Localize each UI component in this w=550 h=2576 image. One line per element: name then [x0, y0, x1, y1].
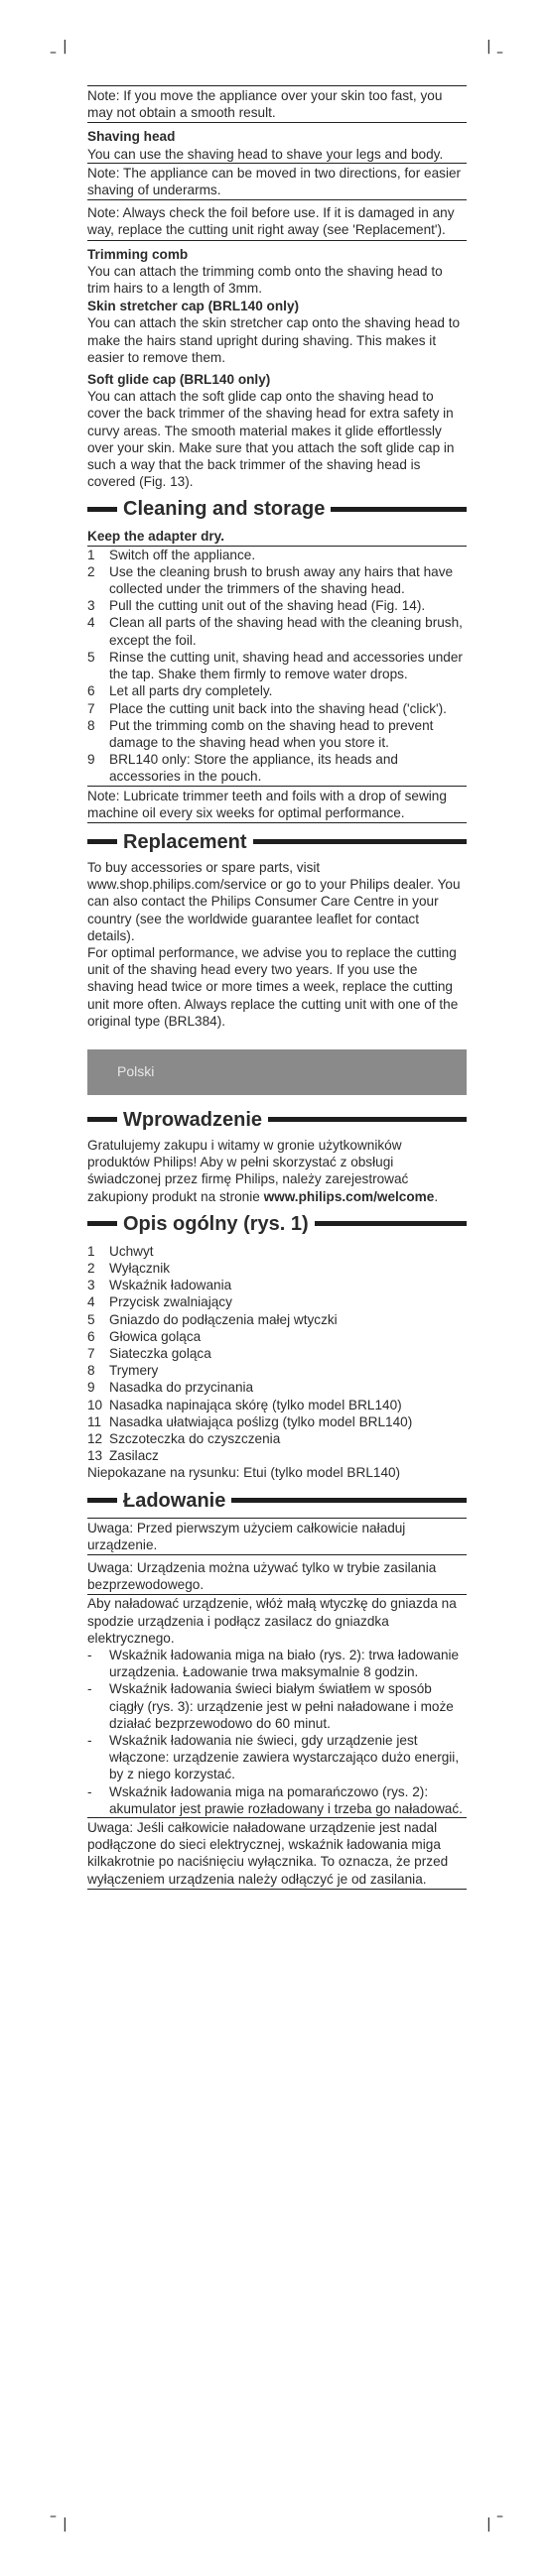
- part-item: [87, 1328, 467, 1345]
- charge-indicator-list: [87, 1647, 467, 1817]
- general-heading: [87, 1211, 467, 1237]
- document-column: [87, 85, 467, 1890]
- list-number: 6: [87, 1328, 95, 1344]
- list-text: Wskaźnik ładowania nie świeci, gdy urządzenie jest włączone: urządzenie zawiera wystarczająco dużo energii, by z niego korzystać.: [109, 1733, 460, 1782]
- part-item: [87, 1345, 467, 1362]
- not-shown-text: Niepokazane na rysunku: Etui (tylko model BRL140): [87, 1465, 401, 1481]
- list-number: 4: [87, 615, 95, 631]
- list-text: Pull the cutting unit out of the shaving head (Fig. 14).: [109, 598, 426, 614]
- list-text: Zasilacz: [109, 1448, 159, 1464]
- part-item: [87, 1379, 467, 1396]
- note-foil: Note: Always check the foil before use. If it is damaged in any way, replace the cutting unit right away (see 'Replacement').: [87, 203, 467, 240]
- part-item: [87, 1362, 467, 1379]
- cleaning-step: [87, 682, 467, 699]
- list-text: Clean all parts of the shaving head with the cleaning brush, except the foil.: [109, 615, 463, 648]
- language-section-bar: [87, 1049, 467, 1095]
- crop-mark-top-left-v: |: [63, 39, 68, 55]
- list-text: Głowica goląca: [109, 1328, 202, 1344]
- list-text: Wskaźnik ładowania: [109, 1278, 232, 1293]
- note-directions: Note: The appliance can be moved in two directions, for easier shaving of underarms.: [87, 163, 467, 200]
- welcome-link[interactable]: www.philips.com/welcome: [263, 1188, 435, 1204]
- list-number: 3: [87, 1278, 95, 1293]
- list-number: 2: [87, 1260, 95, 1276]
- crop-mark-top-right: –: [496, 45, 503, 61]
- dash-bullet: -: [87, 1681, 92, 1697]
- list-number: 4: [87, 1294, 95, 1310]
- part-item: [87, 1430, 467, 1447]
- note-lubricate: Note: Lubricate trimmer teeth and foils with a drop of sewing machine oil every six weeks for optimal performance.: [87, 786, 467, 823]
- intro-text-block: [87, 1137, 467, 1205]
- heading-bar-left: [87, 1117, 117, 1122]
- cleaning-steps-list: [87, 547, 467, 786]
- dash-bullet: -: [87, 1733, 92, 1749]
- list-text: Wskaźnik ładowania miga na pomarańczowo (rys. 2): akumulator jest prawie rozładowany i trzeba go naładować.: [109, 1783, 463, 1816]
- list-text: BRL140 only: Store the appliance, its heads and accessories in the pouch.: [109, 752, 398, 785]
- cleaning-step: [87, 597, 467, 614]
- charge-instructions: Aby naładować urządzenie, włóż małą wtyczkę do gniazda na spodzie urządzenia i podłącz zasilacz do gniazdka elektrycznego.: [87, 1596, 457, 1646]
- list-number: 12: [87, 1431, 103, 1446]
- heading-bar-left: [87, 507, 117, 512]
- general-title: Opis ogólny (rys. 1): [123, 1212, 309, 1235]
- list-number: 10: [87, 1397, 103, 1412]
- part-item: [87, 1277, 467, 1293]
- list-text: Gniazdo do podłączenia małej wtyczki: [109, 1311, 338, 1327]
- warn-final: Uwaga: Jeśli całkowicie naładowane urządzenie jest nadal podłączone do sieci elektrycznej, wskaźnik ładowania miga kilkakrotnie po naciśnięciu wyłącznika. To oznacza, że przed wyłączeniem urządzenia należy odłączyć je od zasilania.: [87, 1817, 467, 1890]
- parts-list: [87, 1243, 467, 1465]
- list-number: 1: [87, 547, 95, 562]
- intro-heading: [87, 1107, 467, 1133]
- list-number: 13: [87, 1448, 103, 1464]
- charging-title: Ładowanie: [123, 1489, 226, 1512]
- part-item: [87, 1397, 467, 1413]
- part-item: [87, 1243, 467, 1260]
- list-number: 6: [87, 683, 95, 699]
- cleaning-heading: [87, 496, 467, 522]
- list-number: 3: [87, 598, 95, 614]
- heading-bar-left: [87, 1498, 117, 1503]
- shaving-head-text: You can use the shaving head to shave your legs and body.: [87, 146, 444, 162]
- cleaning-title: Cleaning and storage: [123, 498, 326, 521]
- shaving-head-title: Shaving head: [87, 129, 176, 145]
- list-text: Let all parts dry completely.: [109, 683, 273, 699]
- list-text: Rinse the cutting unit, shaving head and accessories under the tap. Shake them firmly to remove water drops.: [109, 649, 463, 682]
- list-text: Nasadka ułatwiająca poślizg (tylko model BRL140): [109, 1413, 413, 1429]
- crop-mark-top-right-v: |: [486, 39, 491, 55]
- list-number: 5: [87, 649, 95, 665]
- intro-text: Gratulujemy zakupu i witamy w gronie użytkowników produktów Philips! Aby w pełni skorzystać z obsługi świadczonej przez firmę Philips, należy zarejestrować zakupiony produkt na stronie: [87, 1137, 409, 1204]
- replacement-title: Replacement: [123, 830, 247, 853]
- note-move: Note: If you move the appliance over your skin too fast, you may not obtain a smooth result.: [87, 85, 467, 123]
- heading-bar-right: [331, 507, 467, 512]
- list-number: 9: [87, 1380, 95, 1396]
- crop-mark-bottom-left: –: [50, 2509, 57, 2524]
- crop-mark-bottom-right: –: [496, 2509, 503, 2524]
- cleaning-step: [87, 751, 467, 785]
- charging-heading: [87, 1488, 467, 1514]
- intro-end: .: [434, 1188, 439, 1204]
- heading-bar-right: [315, 1221, 467, 1226]
- list-number: 2: [87, 563, 95, 579]
- list-number: 8: [87, 1363, 95, 1379]
- charge-indicator-item: [87, 1783, 467, 1817]
- list-text: Nasadka napinająca skórę (tylko model BRL140): [109, 1397, 402, 1412]
- replacement-text: To buy accessories or spare parts, visit www.shop.philips.com/service or go to your Philips dealer. You can also contact the Philips Consumer Care Centre in your country (see the worldwide guarantee leaflet for contact details).: [87, 859, 461, 943]
- list-number: 11: [87, 1413, 102, 1429]
- dash-bullet: -: [87, 1783, 92, 1799]
- list-text: Wyłącznik: [109, 1260, 171, 1276]
- trimming-comb-title: Trimming comb: [87, 246, 189, 262]
- list-number: 7: [87, 700, 95, 716]
- list-number: 1: [87, 1243, 95, 1259]
- list-text: Use the cleaning brush to brush away any hairs that have collected under the trimmers of the shaving head.: [109, 563, 454, 597]
- language-label: Polski: [117, 1063, 155, 1080]
- list-number: 8: [87, 717, 95, 733]
- replacement-heading: [87, 829, 467, 855]
- list-text: Wskaźnik ładowania miga na biało (rys. 2): trwa ładowanie urządzenia. Ładowanie trwa maksymalnie 8 godzin.: [109, 1648, 460, 1680]
- list-number: 7: [87, 1345, 95, 1361]
- list-text: Put the trimming comb on the shaving head to prevent damage to the shaving head when you store it.: [109, 717, 434, 750]
- list-text: Szczoteczka do czyszczenia: [109, 1431, 281, 1446]
- list-text: Siateczka goląca: [109, 1345, 211, 1361]
- cleaning-step: [87, 614, 467, 648]
- crop-mark-bottom-left-v: |: [63, 2516, 68, 2532]
- heading-bar-left: [87, 1221, 117, 1226]
- trimming-comb-text: You can attach the trimming comb onto the shaving head to trim hairs to a length of 3mm.: [87, 263, 443, 297]
- skin-stretcher-text: You can attach the skin stretcher cap onto the shaving head to make the hairs stand upright during shaving. This makes it easier to remove them.: [87, 315, 461, 365]
- intro-title: Wprowadzenie: [123, 1108, 263, 1131]
- crop-mark-bottom-right-v: |: [486, 2516, 491, 2532]
- list-text: Wskaźnik ładowania świeci białym światłem w sposób ciągły (rys. 3): urządzenie jest w pełni naładowane i może działać bezprzewodowo do 60 minut.: [109, 1681, 454, 1731]
- cleaning-step: [87, 547, 467, 563]
- soft-glide-title: Soft glide cap (BRL140 only): [87, 372, 271, 388]
- part-item: [87, 1260, 467, 1277]
- cleaning-step: [87, 700, 467, 717]
- part-item: [87, 1413, 467, 1430]
- cleaning-step: [87, 717, 467, 751]
- list-text: Switch off the appliance.: [109, 547, 256, 562]
- list-text: Nasadka do przycinania: [109, 1380, 254, 1396]
- part-item: [87, 1447, 467, 1464]
- list-text: Trymery: [109, 1363, 159, 1379]
- charge-indicator-item: [87, 1647, 467, 1680]
- list-text: Przycisk zwalniający: [109, 1294, 232, 1310]
- cleaning-step: [87, 649, 467, 682]
- part-item: [87, 1311, 467, 1328]
- list-text: Place the cutting unit back into the shaving head ('click').: [109, 700, 447, 716]
- warn-cordless: Uwaga: Urządzenia można używać tylko w trybie zasilania bezprzewodowego.: [87, 1558, 467, 1595]
- keep-dry-warning: Keep the adapter dry.: [87, 528, 467, 546]
- heading-bar-right: [231, 1498, 467, 1503]
- list-text: Uchwyt: [109, 1243, 154, 1259]
- skin-stretcher-title: Skin stretcher cap (BRL140 only): [87, 299, 300, 314]
- crop-mark-top-left: –: [50, 45, 57, 61]
- heading-bar-left: [87, 839, 117, 844]
- soft-glide-text: You can attach the soft glide cap onto the shaving head to cover the back trimmer of the shaving head for extra safety in curvy areas. The smooth material makes it glide effortlessly over your skin. Make sure that you attach the soft glide cap in such a way that the back trimmer of the shaving head is covered (Fig. 13).: [87, 389, 455, 490]
- list-number: 9: [87, 752, 95, 768]
- charge-indicator-item: [87, 1732, 467, 1783]
- heading-bar-right: [253, 839, 468, 844]
- dash-bullet: -: [87, 1648, 92, 1663]
- warn-before-use: Uwaga: Przed pierwszym użyciem całkowicie naładuj urządzenie.: [87, 1518, 467, 1555]
- part-item: [87, 1293, 467, 1310]
- replacement-text-2: For optimal performance, we advise you to replace the cutting unit of the shaving head every two years. If you use the shaving head twice or more times a week, replace the cutting unit more often. Always replace the cutting unit with one of the original type (BRL384).: [87, 944, 459, 1029]
- charge-indicator-item: [87, 1680, 467, 1732]
- cleaning-step: [87, 563, 467, 597]
- list-number: 5: [87, 1311, 95, 1327]
- heading-bar-right: [268, 1117, 467, 1122]
